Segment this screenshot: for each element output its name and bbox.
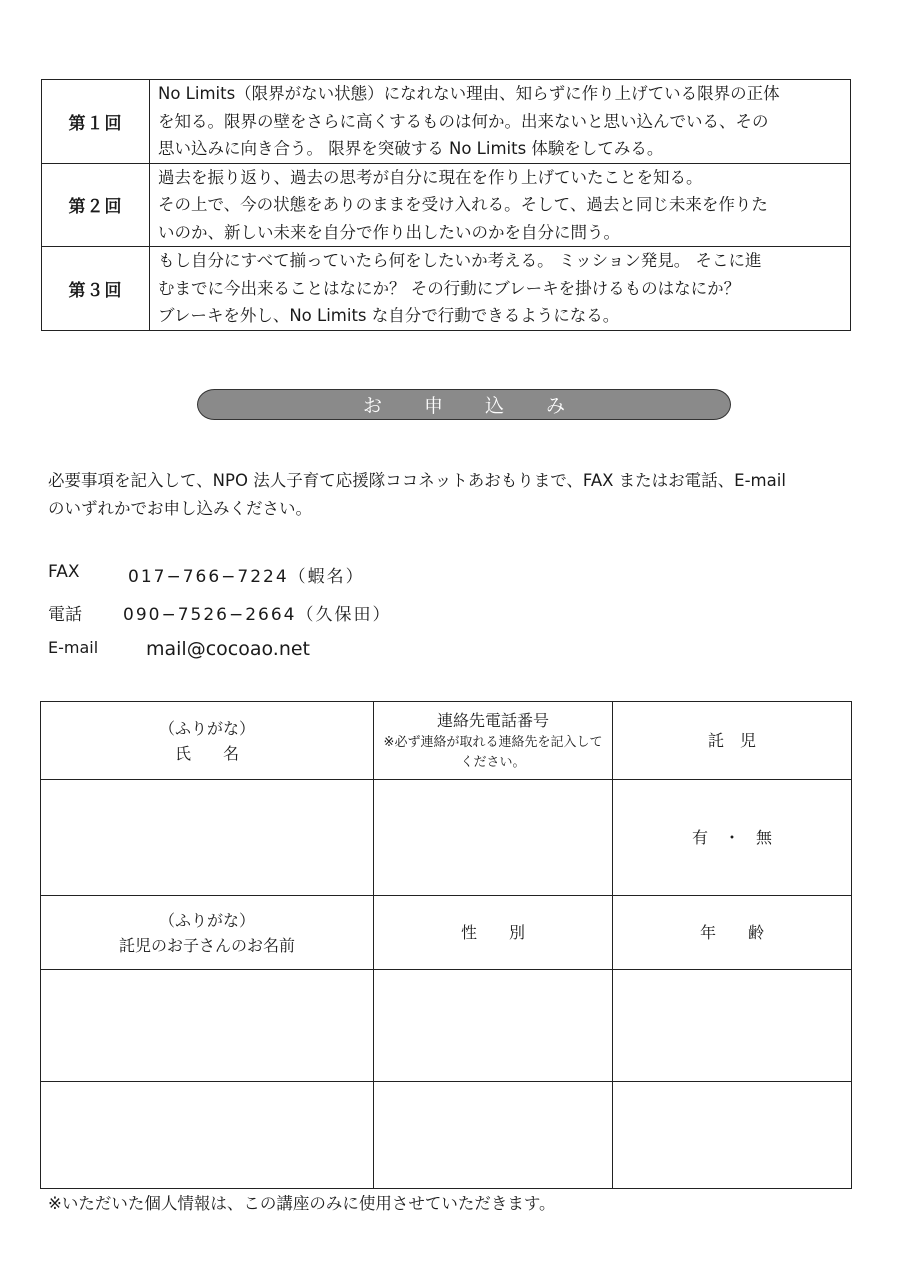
session-description (150, 247, 851, 331)
age-field[interactable] (613, 1082, 852, 1189)
gender-field[interactable] (374, 1082, 613, 1189)
name-header (41, 702, 374, 780)
age-header: 年 齢 (613, 896, 852, 970)
session-description (150, 80, 851, 164)
childcare-header: 託 児 (613, 702, 852, 780)
gender-field[interactable] (374, 970, 613, 1082)
privacy-note: ※いただいた個人情報は、この講座のみに使用させていただきます。 (48, 1194, 556, 1213)
phone-title: 連絡先電話番号 (436, 711, 549, 730)
child-name-field[interactable] (41, 1082, 374, 1189)
form-header-row (41, 702, 852, 780)
session-line: を知る。限界の壁をさらに高くするものは何か。出来ないと思い込んでいる、その (158, 111, 769, 131)
form-header-row (41, 896, 852, 970)
phone-header (374, 702, 613, 780)
childcare-options[interactable]: 有 ・ 無 (613, 780, 852, 896)
session-row (42, 163, 851, 247)
session-line: むまでに今出来ることはなにか？ その行動にブレーキを掛けるものはなにか？ (158, 278, 741, 298)
session-label: 第２回 (42, 163, 150, 247)
form-input-row (41, 780, 852, 896)
child-furigana-label: （ふりがな） (158, 910, 255, 930)
session-label: 第１回 (42, 80, 150, 164)
session-table (41, 79, 851, 331)
fax-contact (48, 562, 365, 587)
form-input-row (41, 1082, 852, 1189)
phone-label: 電話 (48, 605, 82, 625)
email-label: E-mail (48, 638, 99, 657)
fax-number: 017−766−7224（蝦名） (128, 567, 365, 587)
name-field[interactable] (41, 780, 374, 896)
session-label: 第３回 (42, 247, 150, 331)
name-label: 氏 名 (174, 743, 239, 763)
session-line: ブレーキを外し、No Limits な自分で行動できるようになる。 (158, 306, 620, 325)
furigana-label: （ふりがな） (158, 718, 255, 738)
fax-label: FAX (48, 562, 80, 582)
session-row (42, 247, 851, 331)
session-line: 過去を振り返り、過去の思考が自分に現在を作り上げていたことを知る。 (158, 167, 703, 187)
child-name-label: 託児のお子さんのお名前 (118, 935, 295, 955)
session-line: No Limits（限界がない状態）になれない理由、知らずに作り上げている限界の正体 (158, 84, 780, 103)
phone-note: ※必ず連絡が取れる連絡先を記入してください。 (383, 735, 603, 770)
session-row (42, 80, 851, 164)
child-name-field[interactable] (41, 970, 374, 1082)
phone-number: 090−7526−2664（久保田） (123, 605, 392, 625)
application-form (40, 701, 852, 1189)
phone-field[interactable] (374, 780, 613, 896)
session-line: もし自分にすべて揃っていたら何をしたいか考える。 ミッション発見。 そこに進 (158, 251, 762, 270)
email-contact (48, 638, 310, 660)
session-description (150, 163, 851, 247)
gender-header: 性 別 (374, 896, 613, 970)
session-line: 思い込みに向き合う。 限界を突破する No Limits 体験をしてみる。 (158, 139, 664, 158)
session-line: いのか、新しい未来を自分で作り出したいのかを自分に問う。 (158, 222, 620, 242)
child-name-header (41, 896, 374, 970)
intro-text (48, 467, 858, 523)
email-address[interactable]: mail@cocoao.net (146, 638, 311, 660)
intro-line: のいずれかでお申し込みください。 (48, 499, 312, 518)
phone-contact (48, 600, 391, 625)
intro-line: 必要事項を記入して、NPO 法人子育て応援隊ココネットあおもりまで、FAX またはお電話、E-mail (48, 471, 786, 490)
application-banner: お申込み (197, 389, 731, 420)
form-input-row (41, 970, 852, 1082)
session-line: その上で、今の状態をありのままを受け入れる。そして、過去と同じ未来を作りた (158, 195, 768, 214)
age-field[interactable] (613, 970, 852, 1082)
